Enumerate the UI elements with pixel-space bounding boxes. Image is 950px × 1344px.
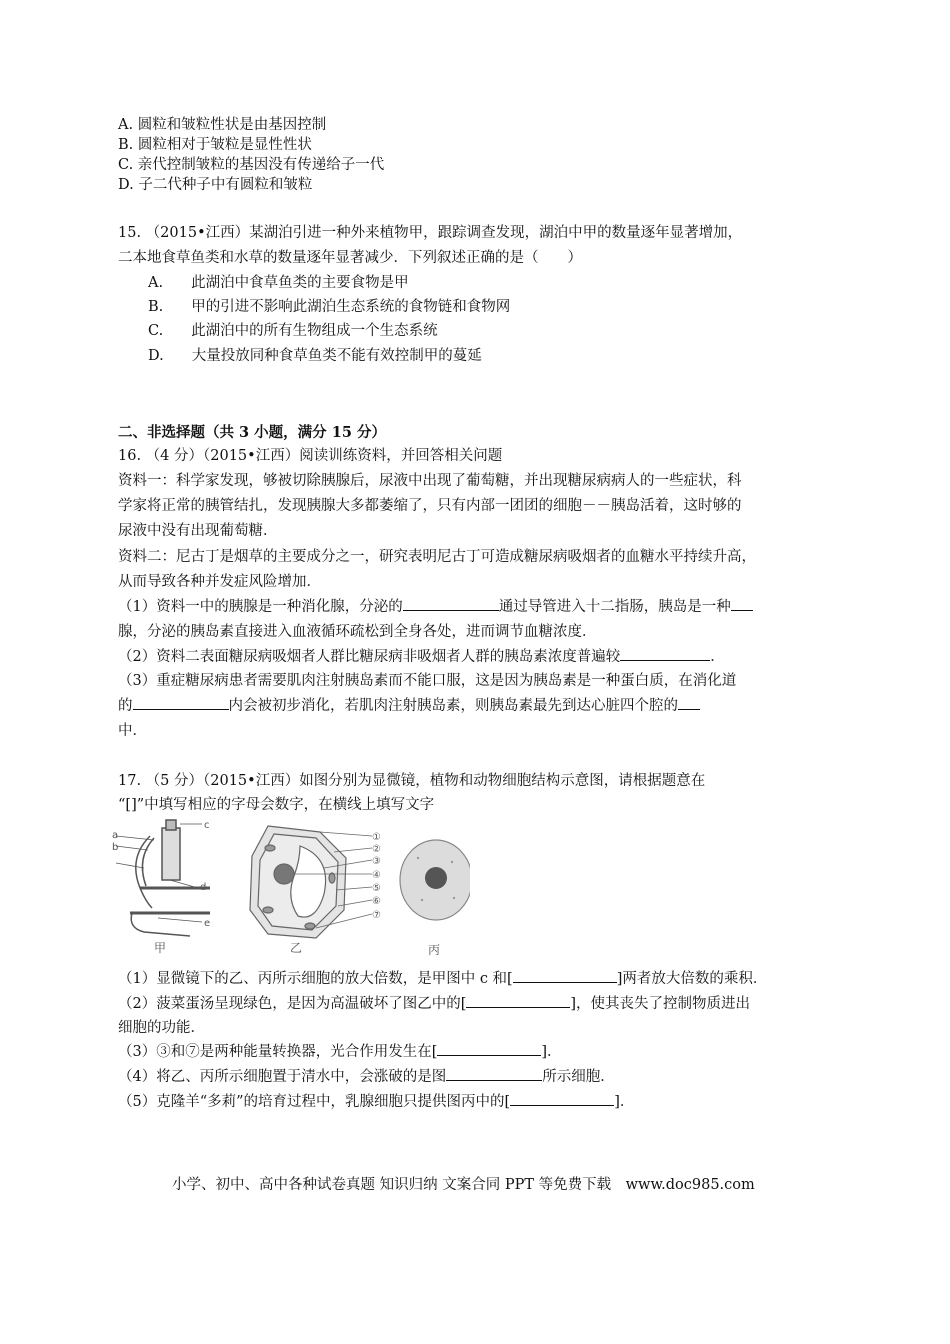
label-d: d <box>200 882 207 893</box>
q15-option-b: B. 甲的引进不影响此湖泊生态系统的食物链和食物网 <box>148 299 511 315</box>
label-bing: 丙 <box>428 943 441 957</box>
q17-blank-5[interactable] <box>510 1091 614 1106</box>
q16-material1-line2: 学家将正常的胰管结扎，发现胰腺大多都萎缩了，只有内部一团团的细胞－－胰岛活着，这时够的 <box>118 498 742 514</box>
label-a: a <box>112 830 119 841</box>
q17-blank-1[interactable] <box>513 968 617 983</box>
q17-stem-line2: “[]”中填写相应的字母会数字，在横线上填写文字 <box>118 797 435 813</box>
q17-blank-4[interactable] <box>446 1066 542 1081</box>
q14-option-a: A. 圆粒和皱粒性状是由基因控制 <box>118 117 327 133</box>
section2-title: 二、非选择题（共 3 小题，满分 15 分） <box>118 424 386 441</box>
q17-part1: （1）显微镜下的乙、丙所示细胞的放大倍数，是甲图中 c 和[ ]两者放大倍数的乘积． <box>118 968 767 990</box>
q16-material1-line1: 资料一：科学家发现，够被切除胰腺后，尿液中出现了葡萄糖，并出现糖尿病病人的一些症状，科 <box>118 473 742 489</box>
q17-blank-3[interactable] <box>437 1041 541 1056</box>
q15-stem-line1: 15. （2015•江西）某湖泊引进一种外来植物甲，跟踪调查发现，湖泊中甲的数量逐年显著增加， <box>118 225 743 241</box>
q17-part5: （5）克隆羊“多莉”的培育过程中，乳腺细胞只提供图丙中的[ ]． <box>118 1091 634 1113</box>
q16-stem: 16. （4 分）（2015•江西）阅读训练资料，并回答相关问题 <box>118 448 503 464</box>
q16-part2: （2）资料二表面糖尿病吸烟者人群比糖尿病非吸烟者人群的胰岛素浓度普遍较 ． <box>118 646 725 668</box>
q16-blank-2[interactable] <box>731 596 753 611</box>
q16-blank-5[interactable] <box>678 695 700 710</box>
q16-part3-cont: 的 内会被初步消化，若肌肉注射胰岛素，则胰岛素最先到达心脏四个腔的 <box>118 695 700 717</box>
q16-part1-cont: 腺，分泌的胰岛素直接进入血液循环疏松到全身各处，进而调节血糖浓度． <box>118 624 597 640</box>
q17-stem-line1: 17. （5 分）（2015•江西）如图分别为显微镜，植物和动物细胞结构示意图，请根据题意在 <box>118 773 706 789</box>
q17-part3: （3）③和⑦是两种能量转换器，光合作用发生在[ ]． <box>118 1041 562 1063</box>
q14-option-d: D. 子二代种子中有圆粒和皱粒 <box>118 177 313 193</box>
label-1: ① <box>372 832 381 843</box>
label-4: ④ <box>372 870 381 881</box>
q16-material2-line1: 资料二：尼古丁是烟草的主要成分之一，研究表明尼古丁可造成糖尿病吸烟者的血糖水平持续升高， <box>118 549 756 565</box>
label-e: e <box>204 918 211 929</box>
q14-option-b: B. 圆粒相对于皱粒是显性性状 <box>118 137 312 153</box>
q16-part3: （3）重症糖尿病患者需要肌肉注射胰岛素而不能口服，这是因为胰岛素是一种蛋白质，在消化道 <box>118 673 737 689</box>
plant-cell-figure <box>250 826 346 938</box>
label-b: b <box>112 842 119 853</box>
animal-cell-figure <box>400 840 470 920</box>
q16-part1: （1）资料一中的胰腺是一种消化腺，分泌的 通过导管进入十二指肠，胰岛是一种 <box>118 596 753 618</box>
q17-blank-2[interactable] <box>466 993 570 1008</box>
q16-blank-3[interactable] <box>620 646 710 661</box>
q15-option-c: C. 此湖泊中的所有生物组成一个生态系统 <box>148 323 438 339</box>
label-6: ⑥ <box>372 896 381 907</box>
microscope-figure <box>116 820 210 936</box>
q17-part2-cont: 细胞的功能． <box>118 1020 205 1036</box>
label-c: c <box>204 820 210 831</box>
q16-material1-line3: 尿液中没有出现葡萄糖． <box>118 523 278 539</box>
q17-figure <box>110 818 470 958</box>
label-7: ⑦ <box>372 910 381 921</box>
label-3: ③ <box>372 856 381 867</box>
q16-blank-1[interactable] <box>403 596 499 611</box>
label-yi: 乙 <box>290 941 303 955</box>
q15-option-d: D. 大量投放同种食草鱼类不能有效控制甲的蔓延 <box>148 348 482 364</box>
q16-material2-line2: 从而导致各种并发症风险增加． <box>118 574 321 590</box>
label-2: ② <box>372 844 381 855</box>
q16-blank-4[interactable] <box>133 695 229 710</box>
q16-part3-end: 中． <box>118 723 147 739</box>
q17-part2: （2）菠菜蛋汤呈现绿色，是因为高温破坏了图乙中的[ ]，使其丧失了控制物质进出 <box>118 993 750 1015</box>
q15-stem-line2: 二本地食草鱼类和水草的数量逐年显著减少．下列叙述正确的是（ ） <box>118 250 582 266</box>
label-jia: 甲 <box>154 941 167 955</box>
q17-part4: （4）将乙、丙所示细胞置于清水中，会涨破的是图 所示细胞． <box>118 1066 615 1088</box>
q15-option-a: A. 此湖泊中食草鱼类的主要食物是甲 <box>148 275 409 291</box>
label-5: ⑤ <box>372 883 381 894</box>
q14-option-c: C. 亲代控制皱粒的基因没有传递给子一代 <box>118 157 385 173</box>
page-footer: 小学、初中、高中各种试卷真题 知识归纳 文案合同 PPT 等免费下载 www.doc985.com <box>172 1177 755 1193</box>
